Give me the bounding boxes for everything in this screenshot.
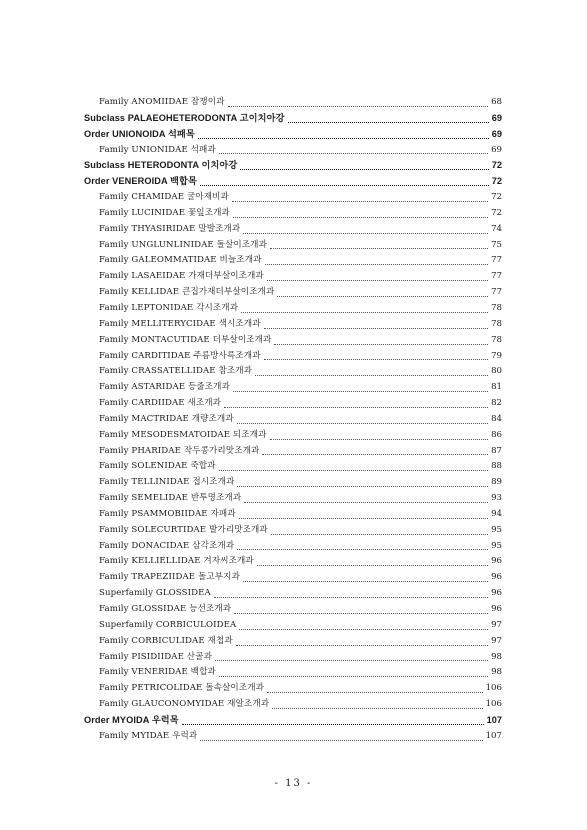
dot-leader [241,308,488,313]
toc-entry-title: Family PETRICOLIDAE 돌속살이조개과 [99,683,265,694]
dot-leader [265,260,489,265]
toc-entry-title: Family PISIDIIDAE 산골과 [99,651,212,662]
toc-entry-page: 95 [491,540,502,551]
toc-entry [84,317,502,333]
toc-entry-title: Order MYOIDA 우럭목 [84,714,179,725]
dot-leader [182,720,484,725]
toc-entry-page: 80 [491,366,502,377]
toc-entry [84,143,502,159]
toc-entry-page: 98 [491,667,502,678]
dot-leader [274,340,488,345]
dot-leader [288,118,489,123]
toc-entry-title: Family LUCINIDAE 꽃잎조개과 [99,207,230,218]
toc-entry-page: 81 [491,382,502,393]
toc-entry-title: Family CHAMIDAE 굴아재비과 [99,192,229,203]
dot-leader [267,276,488,281]
toc-entry-title: Family GALEOMMATIDAE 비늘조개과 [99,255,262,266]
toc-entry [84,618,502,634]
toc-entry-title: Family MONTACUTIDAE 더부살이조개과 [99,334,272,345]
toc-entry [84,491,502,507]
toc-entry-title: Family LEPTONIDAE 각시조개과 [99,302,239,313]
toc-entry [84,444,502,460]
dot-leader [243,577,488,582]
toc-entry-page: 96 [491,604,502,614]
toc-entry-page: 84 [491,413,502,424]
toc-entry-title: Family CARDIIDAE 새조개과 [99,398,222,409]
toc-entry-page: 69 [491,144,502,155]
toc-entry [84,586,502,602]
toc-entry [84,333,502,349]
toc-entry-title: Family SOLECURTIDAE 발가리맛조개과 [99,524,268,535]
toc-entry [84,475,502,491]
toc-entry-page: 97 [491,635,502,646]
dot-leader [239,625,488,630]
toc-entry-page: 75 [491,239,502,250]
toc-entry-page: 77 [491,287,502,298]
dot-leader [215,656,488,661]
dot-leader [243,229,488,234]
dot-leader [270,244,488,249]
toc-entry [84,507,502,523]
toc-entry-title: Order VENEROIDA 백합목 [84,176,197,187]
toc-entry-page: 78 [491,302,502,313]
dot-leader [271,530,488,535]
dot-leader [228,102,489,107]
toc-entry-title: Family SOLENIDAE 죽합과 [99,461,216,472]
toc-entry-page: 69 [491,128,502,139]
toc-entry-page: 107 [485,730,502,741]
toc-entry [84,539,502,555]
toc-entry-title: Family CARDITIDAE 주름방사륵조개과 [99,350,261,361]
toc-entry [84,650,502,666]
toc-entry-page: 82 [491,398,502,409]
toc-entry-title: Family GLOSSIDAE 능선조개과 [99,604,232,614]
toc-entry-page: 88 [491,461,502,472]
toc-entry [84,428,502,444]
toc-entry-title: Family TRAPEZIIDAE 돌고부지과 [99,572,240,583]
toc-entry-title: Order UNIONOIDA 석패목 [84,128,195,139]
dot-leader [270,435,489,440]
toc-entry [84,95,502,111]
toc-entry-page: 77 [491,271,502,282]
toc-entry-page: 69 [491,112,502,123]
dot-leader [267,688,483,693]
toc-entry-title: Family UNIONIDAE 석패과 [99,144,216,155]
toc-entry-title: Subclass PALAEOHETERODONTA 고이치아강 [84,112,285,123]
toc-entry-title: Family ANOMIIDAE 잠쟁이과 [99,97,225,107]
toc-entry-title: Family CRASSATELLIDAE 참조개과 [99,366,253,377]
toc-entry-title: Family MELLITERYCIDAE 색시조개과 [99,318,261,329]
toc-entry-page: 72 [491,192,502,203]
toc-entry-title: Family MACTRIDAE 개량조개과 [99,413,234,424]
toc-entry-title: Family VENERIDAE 백합과 [99,667,216,678]
toc-entry-title: Superfamily CORBICULOIDEA [99,619,237,630]
dot-leader [237,545,488,550]
toc-entry-title: Family CORBICULIDAE 재첩과 [99,635,233,646]
toc-entry [84,222,502,238]
toc-entry [84,253,502,269]
toc-entry [84,111,502,127]
toc-entry-page: 98 [491,651,502,662]
dot-leader [240,165,488,170]
toc-entry-title: Family GLAUCONOMYIDAE 재알조개과 [99,699,270,710]
dot-leader [237,419,488,424]
toc-entry [84,190,502,206]
toc-entry-page: 79 [491,350,502,361]
toc-entry-page: 68 [491,97,502,107]
toc-entry-title: Family PHARIDAE 작두콩가리맛조개과 [99,445,260,456]
dot-leader [233,387,488,392]
toc-entry-title: Superfamily GLOSSIDEA [99,588,211,599]
toc-entry [84,206,502,222]
toc-entry [84,681,502,697]
dot-leader [264,324,488,329]
toc-entry [84,459,502,475]
toc-entry-page: 95 [491,524,502,535]
toc-entry [84,127,502,143]
toc-entry [84,570,502,586]
toc-entry-title: Family UNGLUNLINIDAE 돌살이조개과 [99,239,267,250]
dot-leader [244,498,488,503]
toc-entry-page: 72 [491,207,502,218]
toc-entry-page: 89 [491,477,502,488]
dot-leader [234,609,488,614]
toc-entry-page: 74 [491,223,502,234]
toc-entry [84,665,502,681]
toc-entry [84,554,502,570]
toc-entry-title: Subclass HETERODONTA 이치아강 [84,160,238,171]
toc-entry [84,729,502,745]
table-of-contents [84,95,502,745]
toc-entry-page: 78 [491,318,502,329]
dot-leader [255,371,488,376]
toc-entry-title: Family MYIDAE 우럭과 [99,730,198,741]
toc-entry [84,380,502,396]
toc-entry-page: 72 [491,160,502,171]
toc-entry-page: 96 [491,572,502,583]
toc-entry [84,158,502,174]
toc-entry [84,634,502,650]
dot-leader [214,593,488,598]
toc-entry [84,713,502,729]
toc-entry [84,396,502,412]
dot-leader [257,561,488,566]
toc-entry-title: Family MESODESMATOIDAE 되조개과 [99,429,267,440]
toc-entry-page: 96 [491,588,502,599]
dot-leader [262,450,488,455]
toc-entry-page: 72 [491,176,502,187]
page-number: - 13 - [274,778,313,789]
toc-entry [84,349,502,365]
toc-entry-title: Family DONACIDAE 삼각조개과 [99,540,235,551]
toc-entry-page: 86 [491,429,502,440]
toc-entry-title: Family ASTARIDAE 등줄조개과 [99,382,230,393]
toc-entry-page: 94 [491,508,502,519]
toc-entry-page: 78 [491,334,502,345]
toc-entry [84,269,502,285]
toc-entry-page: 77 [491,255,502,266]
toc-entry-page: 96 [491,556,502,567]
toc-entry-title: Family KELLIELLIDAE 겨자씨조개과 [99,556,254,567]
dot-leader [236,641,488,646]
dot-leader [264,355,489,360]
dot-leader [232,197,488,202]
dot-leader [219,672,488,677]
toc-entry-page: 93 [491,493,502,504]
dot-leader [198,134,489,139]
toc-entry [84,412,502,428]
toc-entry-title: Family SEMELIDAE 반투명조개과 [99,493,242,504]
toc-entry [84,174,502,190]
dot-leader [237,482,488,487]
toc-entry [84,602,502,618]
toc-entry [84,364,502,380]
toc-entry-page: 106 [485,699,502,710]
toc-entry-page: 106 [485,683,502,694]
toc-entry [84,301,502,317]
toc-entry-title: Family TELLINIDAE 접시조개과 [99,477,235,488]
toc-entry-title: Family PSAMMOBIIDAE 자패과 [99,508,236,519]
toc-entry [84,285,502,301]
toc-entry-page: 87 [491,445,502,456]
dot-leader [239,514,488,519]
dot-leader [219,466,488,471]
toc-entry-title: Family KELLIDAE 큰집가재더부살이조개과 [99,287,275,298]
toc-entry-title: Family THYASIRIDAE 말발조개과 [99,223,241,234]
toc-entry-title: Family LASAEIDAE 가재더부살이조개과 [99,271,264,282]
toc-entry-page: 107 [486,714,502,725]
dot-leader [224,403,488,408]
toc-entry [84,238,502,254]
toc-entry [84,523,502,539]
dot-leader [277,292,488,297]
toc-entry [84,697,502,713]
dot-leader [219,149,488,154]
dot-leader [200,736,482,741]
toc-entry-page: 97 [491,619,502,630]
dot-leader [272,704,482,709]
dot-leader [200,181,489,186]
dot-leader [233,213,488,218]
